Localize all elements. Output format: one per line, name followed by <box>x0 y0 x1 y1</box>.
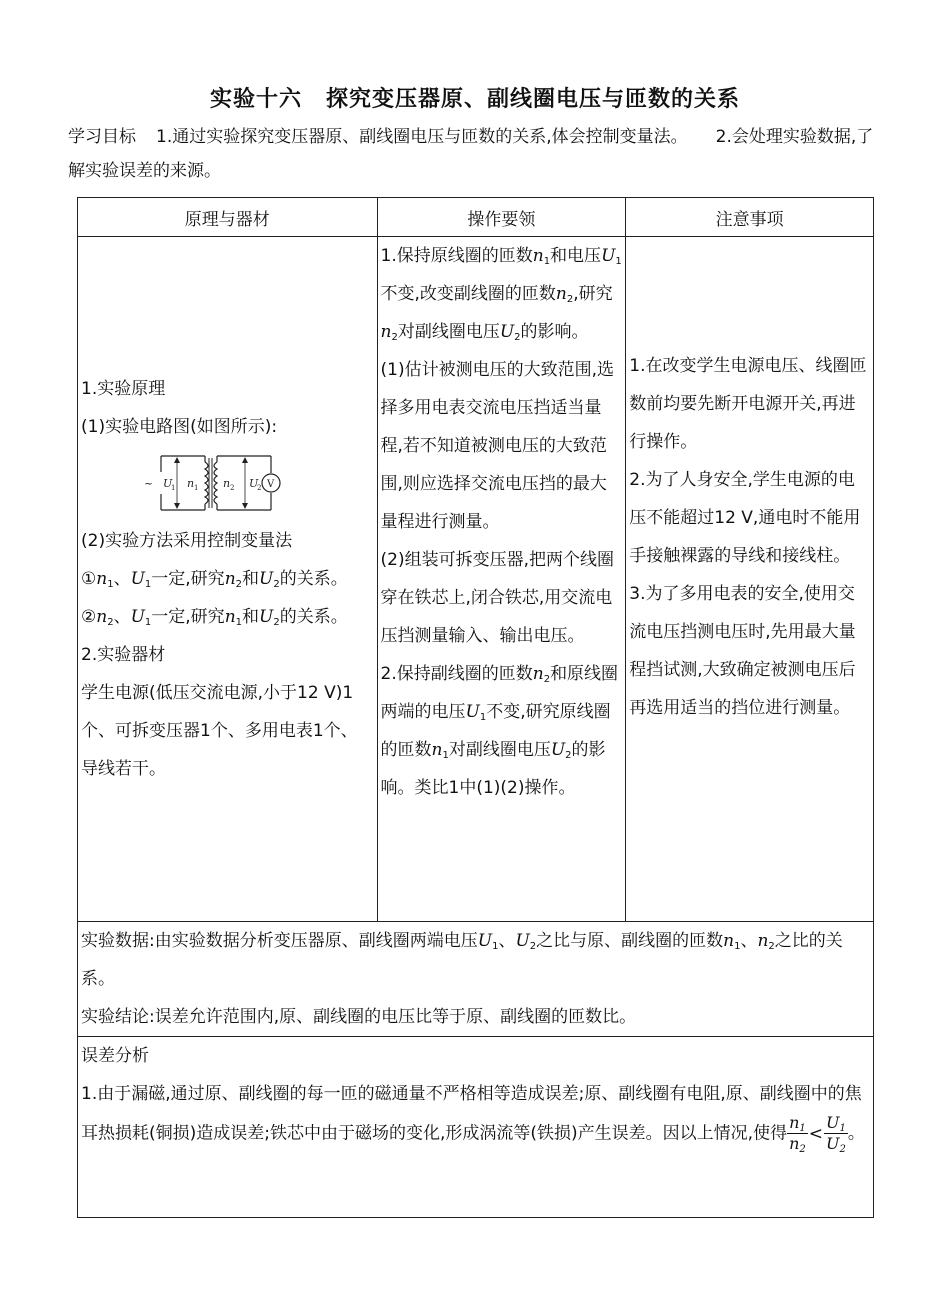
sym-u: U <box>499 322 515 342</box>
text-part: 的影响。 <box>520 322 589 342</box>
text-part: 、 <box>740 931 758 951</box>
text-part: ,研究 <box>573 284 613 304</box>
operation-step-2 <box>381 655 623 807</box>
n1-sub: 1 <box>194 484 199 492</box>
text-part: 的影响。类比1中(1)(2)操作。 <box>380 740 606 798</box>
text-part: 2.保持副线圈的匝数 <box>380 664 533 684</box>
sym-n: n <box>96 569 108 589</box>
text-part: 和 <box>242 569 260 589</box>
principle-cell <box>78 237 378 922</box>
sym-u: U <box>259 607 274 627</box>
text-part: 、 <box>498 931 516 951</box>
objectives-label: 学习目标 <box>68 127 136 147</box>
sym-n: n <box>789 1113 800 1132</box>
operation-cell <box>377 237 626 922</box>
text-part: 、 <box>113 607 131 627</box>
sym-sub: 2 <box>514 332 521 343</box>
sym-sub: 2 <box>565 750 572 761</box>
text-part: 对副线圈电压 <box>448 740 551 760</box>
circle-2: ② <box>81 607 97 627</box>
error-analysis-title: 误差分析 <box>81 1046 149 1066</box>
n2-label: n <box>223 477 231 490</box>
sym-u: U <box>515 931 530 951</box>
sym-n: n <box>224 607 236 627</box>
sym-sub: 2 <box>235 579 243 590</box>
u1-label: U <box>163 477 173 490</box>
circle-1: ① <box>81 569 97 589</box>
note-3: 3.为了多用电表的安全,使用交流电压挡测电压时,先用最大量程挡试测,大致确定被测电压后再选用适当的挡位进行测量。 <box>629 584 856 718</box>
transformer-circuit-diagram <box>141 448 291 518</box>
sym-n: n <box>757 931 769 951</box>
sym-sub: 1 <box>479 712 487 723</box>
sym-sub: 1 <box>839 1123 846 1134</box>
text-part: 一定,研究 <box>151 569 225 589</box>
objective-2: 2.会处理实验数据,了解实验误差的来源。 <box>68 127 874 181</box>
sym-sub: 2 <box>543 674 551 685</box>
header-operation: 操作要领 <box>377 198 626 237</box>
sym-u: U <box>259 569 274 589</box>
text-part: 之比与原、副线圈的匝数 <box>536 931 724 951</box>
data-conclusion-cell <box>78 922 874 1037</box>
table-header-row <box>78 198 874 237</box>
method-item-1 <box>81 560 374 598</box>
sym-sub: 1 <box>734 941 741 952</box>
sym-sub: 2 <box>391 332 398 343</box>
sym-sub: 2 <box>799 1144 806 1155</box>
sym-u: U <box>826 1134 840 1153</box>
sym-sub: 2 <box>529 941 537 952</box>
sym-n: n <box>96 607 108 627</box>
text-part: 不变,改变副线圈的匝数 <box>380 284 556 304</box>
sym-n: n <box>532 664 544 684</box>
sym-sub: 2 <box>566 294 574 305</box>
sym-n: n <box>224 569 236 589</box>
sym-sub: 2 <box>273 617 280 628</box>
sym-u: U <box>130 569 145 589</box>
sym-sub: 2 <box>768 941 775 952</box>
sym-sub: 1 <box>799 1123 806 1134</box>
data-conclusion-row <box>78 922 874 1037</box>
sym-u: U <box>477 931 493 951</box>
error-analysis-text <box>81 1075 870 1154</box>
principle-heading: 1.实验原理 <box>81 379 166 399</box>
sym-u: U <box>601 246 616 266</box>
operation-step-1 <box>381 237 623 351</box>
operation-p1: (1)估计被测电压的大致范围,选择多用电表交流电压挡适当量程,若不知道被测电压的大致范围,则应选择交流电压挡的最大量程进行测量。 <box>380 360 614 532</box>
circuit-caption: (1)实验电路图(如图所示): <box>81 417 278 437</box>
text-part: 的关系。 <box>279 569 348 589</box>
sym-sub: 1 <box>615 256 622 267</box>
sym-sub: 1 <box>442 750 449 761</box>
sym-u: U <box>130 607 145 627</box>
table-body-row <box>78 237 874 922</box>
sym-n: n <box>431 740 443 760</box>
text-part: 和 <box>242 607 260 627</box>
equipment-text: 学生电源(低压交流电源,小于12 V)1个、可拆变压器1个、多用电表1个、导线若干。 <box>81 683 358 779</box>
sym-n: n <box>532 246 544 266</box>
sym-sub: 1 <box>107 579 114 590</box>
sym-sub: 1 <box>144 617 152 628</box>
method-line: (2)实验方法采用控制变量法 <box>81 531 293 551</box>
sym-sub: 2 <box>107 617 114 628</box>
notes-cell <box>626 237 874 922</box>
note-1: 1.在改变学生电源电压、线圈匝数前均要先断开电源开关,再进行操作。 <box>629 356 867 452</box>
n1-label: n <box>187 477 195 490</box>
u2-sub: 2 <box>257 484 262 492</box>
sym-sub: 1 <box>543 256 551 267</box>
text-part: 。 <box>847 1123 865 1144</box>
sym-sub: 1 <box>235 617 243 628</box>
sym-u: U <box>550 740 566 760</box>
u1-sub: 1 <box>171 484 176 492</box>
sym-sub: 1 <box>492 941 499 952</box>
experiment-data-text <box>81 922 870 998</box>
sym-n: n <box>723 931 735 951</box>
header-notes: 注意事项 <box>626 198 874 237</box>
method-item-2 <box>81 598 374 636</box>
experiment-conclusion: 实验结论:误差允许范围内,原、副线圈的电压比等于原、副线圈的匝数比。 <box>81 1007 637 1027</box>
error-analysis-row <box>78 1037 874 1218</box>
note-2: 2.为了人身安全,学生电源的电压不能超过12 V,通电时不能用手接触裸露的导线和接线柱。 <box>629 470 861 566</box>
less-than-sign: < <box>808 1123 824 1144</box>
voltmeter-icon: V <box>267 479 275 490</box>
text-part: 1.保持原线圈的匝数 <box>380 246 533 266</box>
text-part: 、 <box>113 569 131 589</box>
ac-source-symbol: ~ <box>144 477 154 490</box>
equipment-heading: 2.实验器材 <box>81 645 166 665</box>
objective-1: 1.通过实验探究变压器原、副线圈电压与匝数的关系,体会控制变量法。 <box>156 127 688 147</box>
sym-u: U <box>465 702 480 722</box>
text-part: 对副线圈电压 <box>397 322 500 342</box>
experiment-table <box>77 197 874 1218</box>
error-analysis-cell <box>78 1037 874 1218</box>
learning-objectives <box>68 120 880 188</box>
sym-sub: 1 <box>144 579 152 590</box>
sym-n: n <box>555 284 567 304</box>
header-principle: 原理与器材 <box>78 198 378 237</box>
text-part: 和电压 <box>550 246 602 266</box>
sym-sub: 2 <box>839 1144 846 1155</box>
operation-p2: (2)组装可拆变压器,把两个线圈穿在铁芯上,闭合铁芯,用交流电压挡测量输入、输出电压。 <box>380 550 614 646</box>
fraction-u1-u2 <box>824 1113 848 1154</box>
text-part: 一定,研究 <box>151 607 225 627</box>
n2-sub: 2 <box>230 484 235 492</box>
sym-n: n <box>789 1134 800 1153</box>
sym-u: U <box>826 1113 840 1132</box>
text-part: 实验数据:由实验数据分析变压器原、副线圈两端电压 <box>81 931 478 951</box>
fraction-n1-n2 <box>787 1113 808 1154</box>
text-part: 不变,研究原线圈的匝数 <box>380 702 611 760</box>
text-part: 和原线圈两端的电压 <box>380 664 619 722</box>
text-part: 1.由于漏磁,通过原、副线圈的每一匝的磁通量不严格相等造成误差;原、副线圈有电阻,原、副线圈中的焦耳热损耗(铜损)造成误差;铁芯中由于磁场的变化,形成涡流等(铁损)产生误差。因以上情况,使得 <box>81 1084 862 1144</box>
page-title: 实验十六 探究变压器原、副线圈电压与匝数的关系 <box>209 87 741 112</box>
u2-label: U <box>249 477 259 490</box>
text-part: 之比的关系。 <box>81 931 843 989</box>
sym-n: n <box>380 322 392 342</box>
sym-sub: 2 <box>273 579 280 590</box>
text-part: 的关系。 <box>279 607 348 627</box>
